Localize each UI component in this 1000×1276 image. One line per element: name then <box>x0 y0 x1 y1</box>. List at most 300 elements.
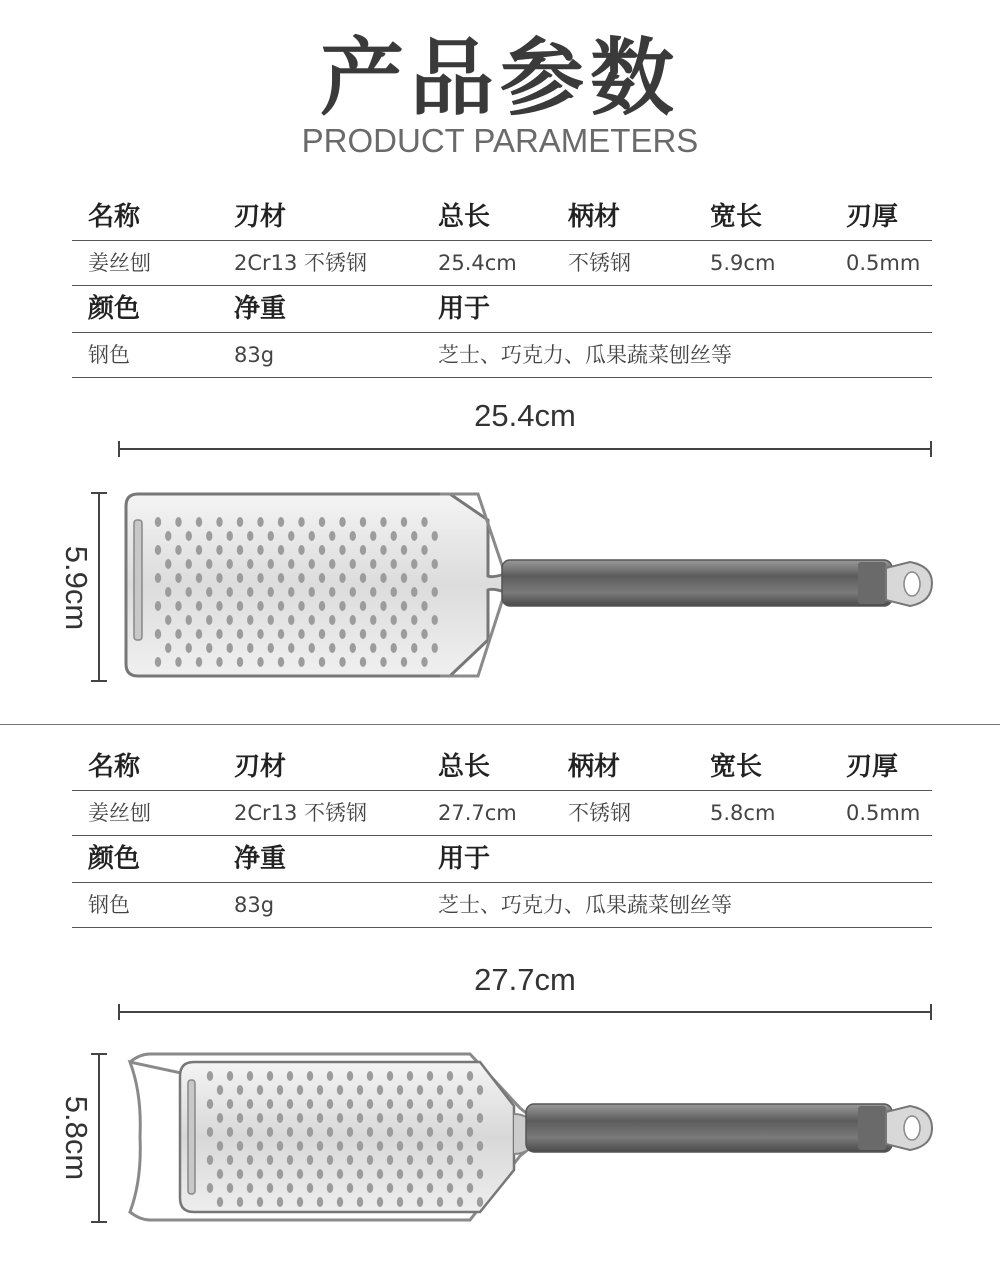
grater-hole <box>407 1183 413 1193</box>
width-label-product-1: 5.9cm <box>59 545 94 631</box>
grater-hole <box>307 1071 313 1081</box>
grater-hole <box>432 559 438 569</box>
grater-hole <box>267 1099 273 1109</box>
grater-hole <box>237 601 243 611</box>
grater-hole <box>357 1085 363 1095</box>
grater-hole <box>227 1099 233 1109</box>
grater-hole <box>347 1099 353 1109</box>
grater-hole <box>257 573 263 583</box>
grater-hole <box>387 1183 393 1193</box>
grater-hole <box>277 1141 283 1151</box>
grater-hole <box>257 1197 263 1207</box>
grater-hole <box>247 531 253 541</box>
grater-hole <box>467 1099 473 1109</box>
grater-hole <box>350 531 356 541</box>
grater-hole <box>237 545 243 555</box>
grater-hole <box>196 601 202 611</box>
length-label-product-2: 27.7cm <box>474 962 576 997</box>
grater-hole <box>307 1099 313 1109</box>
grater-hole <box>257 601 263 611</box>
grater-hole <box>350 587 356 597</box>
grater-hole <box>237 1169 243 1179</box>
grater-hole <box>237 1085 243 1095</box>
grater-hole <box>407 1099 413 1109</box>
grater-hole <box>370 587 376 597</box>
grater-hole <box>417 1085 423 1095</box>
value-width: 5.8cm <box>710 801 776 825</box>
spec-header-row <box>72 744 932 790</box>
grater-hole <box>165 615 171 625</box>
spec-value-row-2 <box>72 883 932 927</box>
grater-hole <box>288 643 294 653</box>
grater-hole <box>268 615 274 625</box>
grater-hole <box>307 1127 313 1137</box>
grater-hole <box>268 643 274 653</box>
grater-hole <box>357 1197 363 1207</box>
grater-hole <box>329 615 335 625</box>
grater-hole <box>397 1169 403 1179</box>
grater-hole <box>278 629 284 639</box>
grater-hole <box>165 643 171 653</box>
grater-hole <box>287 1127 293 1137</box>
grater-hole <box>227 587 233 597</box>
col-header-handle-material: 柄材 <box>568 752 621 782</box>
value-width: 5.9cm <box>710 251 776 275</box>
grater-hole <box>206 531 212 541</box>
grater-hole <box>457 1141 463 1151</box>
grater-hole <box>347 1071 353 1081</box>
grater-hole <box>237 1141 243 1151</box>
grater-hole <box>268 559 274 569</box>
grater-hole <box>327 1099 333 1109</box>
grater-hole <box>237 1197 243 1207</box>
grater-hole <box>401 601 407 611</box>
width-label-product-2: 5.8cm <box>59 1095 94 1181</box>
grater-hole <box>247 1099 253 1109</box>
col-header-color: 颜色 <box>88 844 141 874</box>
grater-hole <box>257 657 263 667</box>
grater-hole <box>298 545 304 555</box>
grater-hole <box>477 1113 483 1123</box>
grater-hole <box>437 1141 443 1151</box>
grater-hole <box>347 1127 353 1137</box>
grater-hole <box>247 1071 253 1081</box>
grater-hole <box>411 531 417 541</box>
grater-hole <box>427 1099 433 1109</box>
length-measure-line <box>118 1011 932 1013</box>
grater-hole <box>297 1085 303 1095</box>
grater-hole <box>417 1141 423 1151</box>
grater-hole <box>216 657 222 667</box>
grater-hole <box>377 1169 383 1179</box>
grater-hole <box>247 1183 253 1193</box>
length-tick-left <box>118 441 120 457</box>
width-tick-bottom <box>91 680 107 682</box>
grater-hole <box>298 601 304 611</box>
grater-hole <box>421 657 427 667</box>
grater-hole <box>207 1183 213 1193</box>
grater-hole <box>227 1071 233 1081</box>
length-measure-line <box>118 448 932 450</box>
grater-hole <box>457 1169 463 1179</box>
value-color: 钢色 <box>88 893 130 917</box>
grater-hole <box>247 643 253 653</box>
grater-hole <box>216 601 222 611</box>
grater-hole <box>288 587 294 597</box>
grater-hole <box>217 1085 223 1095</box>
grater-hole <box>437 1113 443 1123</box>
grater-hole <box>327 1127 333 1137</box>
grater-hole <box>309 531 315 541</box>
grater-hole <box>437 1169 443 1179</box>
value-handle-material: 不锈钢 <box>568 251 631 275</box>
grater-hole <box>477 1141 483 1151</box>
width-tick-top <box>91 1053 107 1055</box>
grater-hole <box>217 1169 223 1179</box>
grater-hole <box>391 643 397 653</box>
value-name: 姜丝刨 <box>88 801 151 825</box>
length-label-product-1: 25.4cm <box>474 398 576 433</box>
col-header-blade-thickness: 刃厚 <box>846 202 899 232</box>
col-header-handle-material: 柄材 <box>568 202 621 232</box>
grater-hole <box>370 559 376 569</box>
value-blade-material: 2Cr13 不锈钢 <box>234 801 368 825</box>
grater-hole <box>186 559 192 569</box>
width-tick-bottom <box>91 1221 107 1223</box>
grater-hole <box>350 615 356 625</box>
grater-hole <box>417 1169 423 1179</box>
grater-hole <box>337 1169 343 1179</box>
col-header-net-weight: 净重 <box>234 294 287 324</box>
page-title-english: PRODUCT PARAMETERS <box>301 122 699 159</box>
grater-hole <box>227 559 233 569</box>
grater-hole <box>186 531 192 541</box>
length-tick-right <box>930 441 932 457</box>
grater-hole <box>387 1155 393 1165</box>
grater-hole <box>380 517 386 527</box>
grater-hole <box>175 629 181 639</box>
grater-hole <box>347 1183 353 1193</box>
grater-hole <box>417 1113 423 1123</box>
grater-hole <box>387 1099 393 1109</box>
grater-hole <box>206 615 212 625</box>
grater-hole <box>227 643 233 653</box>
grater-hole <box>377 1085 383 1095</box>
grater-hole <box>417 1197 423 1207</box>
grater-hole <box>350 643 356 653</box>
grater-hole <box>467 1183 473 1193</box>
col-header-total-length: 总长 <box>438 202 491 232</box>
grater-hole <box>447 1127 453 1137</box>
grater-hole <box>391 615 397 625</box>
grater-hole <box>477 1085 483 1095</box>
grater-hole <box>421 517 427 527</box>
grater-hole <box>307 1155 313 1165</box>
grater-hole <box>380 657 386 667</box>
grater-hole <box>267 1155 273 1165</box>
table-divider <box>72 377 932 378</box>
grater-hole <box>217 1197 223 1207</box>
grater-hole <box>186 615 192 625</box>
grater-hole <box>411 615 417 625</box>
grater-hole <box>337 1085 343 1095</box>
value-blade-thickness: 0.5mm <box>846 801 921 825</box>
grater-hole <box>411 587 417 597</box>
grater-hole <box>227 1155 233 1165</box>
grater-hole <box>339 573 345 583</box>
grater-hole <box>268 531 274 541</box>
grater-hole <box>427 1071 433 1081</box>
grater-hole <box>337 1197 343 1207</box>
grater-hole <box>207 1099 213 1109</box>
grater-hole <box>427 1155 433 1165</box>
grater-hole <box>319 545 325 555</box>
grater-hole <box>367 1155 373 1165</box>
grater-hole <box>257 1085 263 1095</box>
grater-hole <box>407 1127 413 1137</box>
grater-hole <box>206 587 212 597</box>
spec-header-row-2 <box>72 286 932 332</box>
grater-hole <box>206 559 212 569</box>
grater-hole <box>447 1183 453 1193</box>
grater-hole <box>339 517 345 527</box>
grater-hole <box>432 531 438 541</box>
grater-hole <box>247 1155 253 1165</box>
grater-hole <box>186 643 192 653</box>
length-tick-right <box>930 1004 932 1020</box>
grater-hole <box>267 1127 273 1137</box>
grater-hole <box>287 1071 293 1081</box>
grater-hole <box>277 1169 283 1179</box>
grater-hole <box>287 1155 293 1165</box>
grater-hole <box>317 1113 323 1123</box>
grater-hole <box>278 657 284 667</box>
grater-hole <box>360 573 366 583</box>
grater-hole <box>401 657 407 667</box>
grater-hole <box>367 1071 373 1081</box>
grater-hole <box>298 657 304 667</box>
grater-hole <box>278 517 284 527</box>
grater-hole <box>237 1113 243 1123</box>
value-total-length: 27.7cm <box>438 801 517 825</box>
value-handle-material: 不锈钢 <box>568 801 631 825</box>
grater-hole <box>397 1141 403 1151</box>
grater-hole <box>288 531 294 541</box>
grater-hole <box>277 1085 283 1095</box>
grater-hole <box>257 1141 263 1151</box>
grater-hole <box>227 615 233 625</box>
grater-hole <box>227 1127 233 1137</box>
grater-hole <box>175 573 181 583</box>
grater-hole <box>329 643 335 653</box>
grater-hole <box>360 629 366 639</box>
grater-hole <box>339 545 345 555</box>
table-divider <box>72 927 932 928</box>
grater-hole <box>387 1071 393 1081</box>
value-usage: 芝士、巧克力、瓜果蔬菜刨丝等 <box>438 343 732 367</box>
section-divider <box>0 724 1000 725</box>
grater-hole <box>297 1141 303 1151</box>
grater-hole <box>360 517 366 527</box>
grater-hole <box>257 629 263 639</box>
grater-hole <box>477 1197 483 1207</box>
grater-hole <box>437 1085 443 1095</box>
col-header-width: 宽长 <box>710 202 763 232</box>
grater-hole <box>216 545 222 555</box>
grater-hole <box>237 629 243 639</box>
grater-hole <box>297 1113 303 1123</box>
grater-hole <box>380 573 386 583</box>
grater-hole <box>319 629 325 639</box>
grater-hole <box>227 1183 233 1193</box>
grater-hole <box>175 601 181 611</box>
grater-hole <box>207 1071 213 1081</box>
grater-hole <box>339 657 345 667</box>
grater-hole <box>307 1183 313 1193</box>
grater-hole <box>329 587 335 597</box>
width-measure-line <box>98 1053 100 1223</box>
grater-image-2 <box>110 1040 940 1240</box>
grater-hole <box>391 559 397 569</box>
grater-hole <box>309 615 315 625</box>
grater-hole <box>217 1113 223 1123</box>
col-header-blade-thickness: 刃厚 <box>846 752 899 782</box>
grater-hole <box>339 601 345 611</box>
grater-hole <box>357 1113 363 1123</box>
grater-hole <box>357 1169 363 1179</box>
grater-hole <box>457 1085 463 1095</box>
spec-value-row <box>72 791 932 835</box>
col-header-name: 名称 <box>88 752 141 782</box>
grater-hole <box>370 615 376 625</box>
grater-hole <box>268 587 274 597</box>
grater-hole <box>317 1197 323 1207</box>
grater-hole <box>380 601 386 611</box>
grater-hole <box>186 587 192 597</box>
grater-hole <box>298 517 304 527</box>
width-tick-top <box>91 492 107 494</box>
grater-hole <box>467 1127 473 1137</box>
grater-hole <box>247 559 253 569</box>
grater-hole <box>175 517 181 527</box>
grater-hole <box>432 643 438 653</box>
grater-hole <box>401 629 407 639</box>
grater-hole <box>237 657 243 667</box>
grater-hole <box>217 1141 223 1151</box>
grater-hole <box>367 1183 373 1193</box>
grater-hole <box>437 1197 443 1207</box>
grater-hole <box>278 545 284 555</box>
grater-hole <box>309 587 315 597</box>
grater-hole <box>401 517 407 527</box>
grater-hole <box>391 587 397 597</box>
value-name: 姜丝刨 <box>88 251 151 275</box>
grater-hole <box>257 545 263 555</box>
grater-hole <box>277 1197 283 1207</box>
grater-hole <box>257 1169 263 1179</box>
grater-hole <box>407 1071 413 1081</box>
value-net-weight: 83g <box>234 893 275 917</box>
grater-hole <box>247 587 253 597</box>
spec-table-product-2 <box>72 744 932 928</box>
grater-hole <box>207 1155 213 1165</box>
grater-hole <box>380 545 386 555</box>
grater-hole <box>467 1071 473 1081</box>
grater-hole <box>288 615 294 625</box>
grater-hole <box>278 601 284 611</box>
grater-hole <box>401 545 407 555</box>
grater-hole <box>377 1113 383 1123</box>
col-header-color: 颜色 <box>88 294 141 324</box>
grater-hole <box>457 1197 463 1207</box>
grater-hole <box>367 1099 373 1109</box>
grater-hole <box>247 615 253 625</box>
grater-hole <box>391 531 397 541</box>
value-total-length: 25.4cm <box>438 251 517 275</box>
grater-hole <box>421 573 427 583</box>
value-net-weight: 83g <box>234 343 275 367</box>
col-header-usage: 用于 <box>438 294 491 324</box>
spec-value-row <box>72 241 932 285</box>
grater-hole <box>319 657 325 667</box>
grater-hole <box>427 1127 433 1137</box>
grater-hole <box>278 573 284 583</box>
grater-hole <box>387 1127 393 1137</box>
grater-hole <box>421 601 427 611</box>
grater-hole <box>337 1113 343 1123</box>
grater-hole <box>309 559 315 569</box>
length-tick-left <box>118 1004 120 1020</box>
grater-hole <box>155 601 161 611</box>
grater-hole <box>267 1071 273 1081</box>
grater-hole <box>377 1197 383 1207</box>
spec-header-row-2 <box>72 836 932 882</box>
grater-hole <box>309 643 315 653</box>
grater-hole <box>397 1085 403 1095</box>
grater-hole <box>421 545 427 555</box>
col-header-width: 宽长 <box>710 752 763 782</box>
value-blade-thickness: 0.5mm <box>846 251 921 275</box>
grater-hole <box>175 657 181 667</box>
grater-hole <box>237 573 243 583</box>
col-header-net-weight: 净重 <box>234 844 287 874</box>
grater-hole <box>317 1085 323 1095</box>
grater-hole <box>467 1155 473 1165</box>
grater-hole <box>347 1155 353 1165</box>
grater-hole <box>327 1071 333 1081</box>
grater-hole <box>155 545 161 555</box>
grater-hole <box>380 629 386 639</box>
value-blade-material: 2Cr13 不锈钢 <box>234 251 368 275</box>
grater-hole <box>227 531 233 541</box>
grater-hole <box>287 1099 293 1109</box>
grater-hole <box>317 1169 323 1179</box>
grater-hole <box>337 1141 343 1151</box>
page-title-chinese: 产品参数 <box>319 29 680 127</box>
grater-hole <box>297 1197 303 1207</box>
value-color: 钢色 <box>88 343 130 367</box>
grater-hole <box>277 1113 283 1123</box>
grater-hole <box>477 1169 483 1179</box>
grater-hole <box>216 517 222 527</box>
grater-hole <box>196 545 202 555</box>
grater-hole <box>327 1155 333 1165</box>
spec-value-row-2 <box>72 333 932 377</box>
grater-image-1 <box>110 480 940 690</box>
value-usage: 芝士、巧克力、瓜果蔬菜刨丝等 <box>438 893 732 917</box>
grater-hole <box>411 559 417 569</box>
grater-hole <box>319 601 325 611</box>
